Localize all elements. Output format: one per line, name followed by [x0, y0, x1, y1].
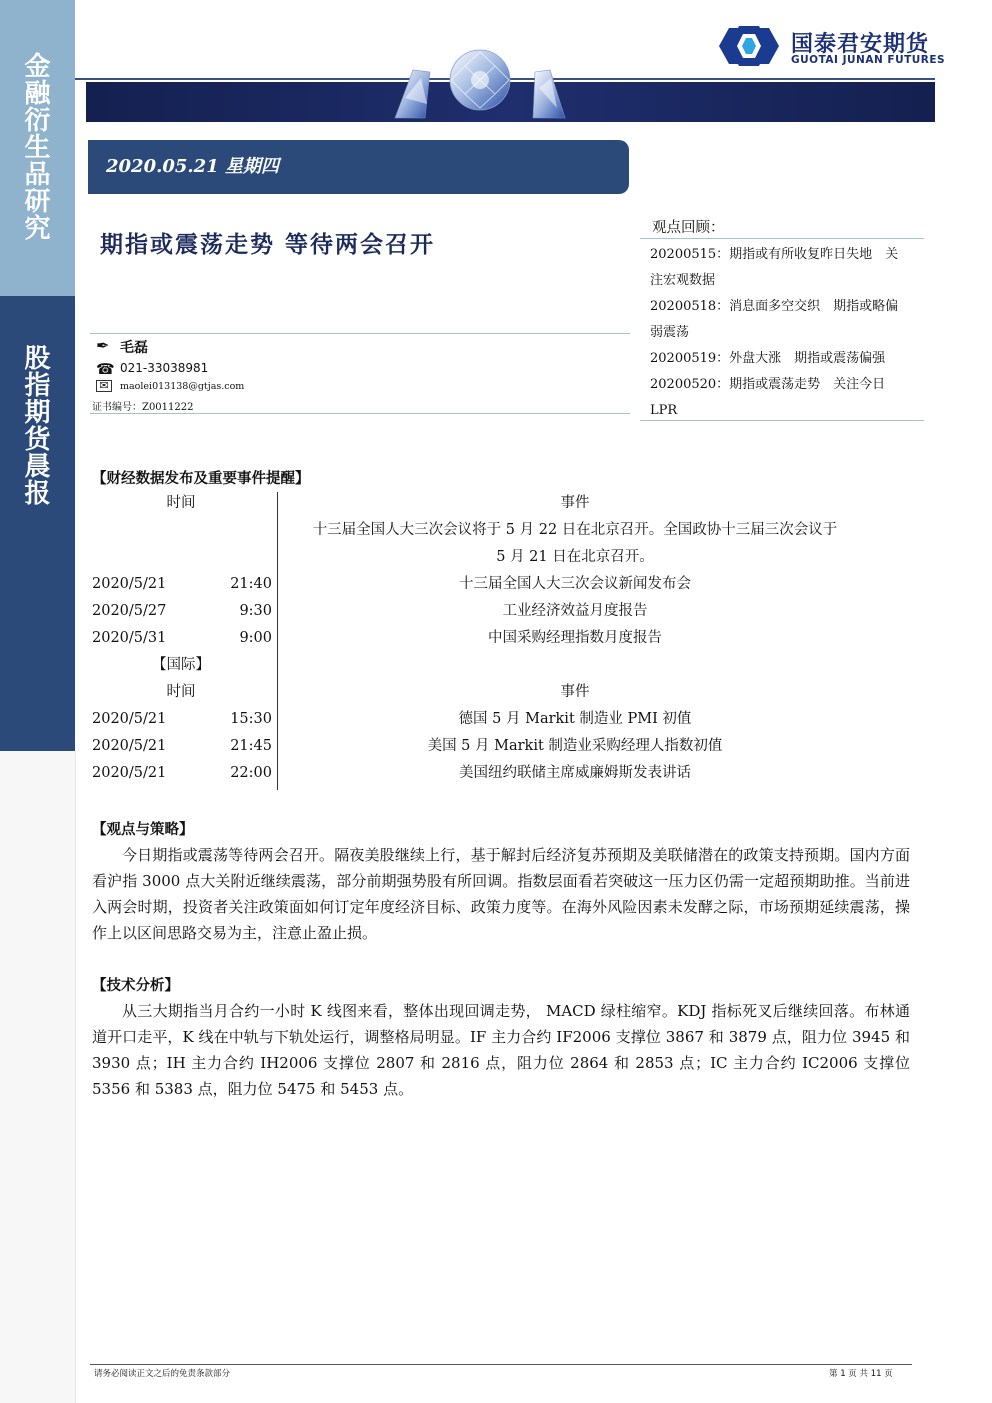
table-row — [90, 598, 910, 625]
event-date: 2020/5/31 — [92, 630, 167, 646]
event-date: 2020/5/21 — [92, 576, 167, 592]
event-note: 十三届全国人大三次会议将于 5 月 22 日在北京召开。全国政协十三届三次会议于 — [312, 522, 838, 538]
col-event-header: 事件 — [560, 684, 590, 700]
technical-section-title: 【技术分析】 — [92, 977, 179, 994]
views-section-title: 【观点与策略】 — [92, 821, 194, 838]
phone-icon: ☎ — [96, 360, 115, 378]
col-event-header: 事件 — [560, 495, 590, 511]
mail-icon: ✉ — [96, 380, 112, 392]
review-line: LPR — [650, 403, 678, 418]
pen-icon: ✒ — [96, 336, 110, 355]
table-row — [90, 706, 910, 733]
review-divider-top — [640, 238, 924, 239]
intl-label: 【国际】 — [152, 657, 210, 673]
review-line: 20200520：期指或震荡走势 关注今日 — [650, 377, 886, 392]
event-time: 15:30 — [230, 711, 272, 727]
events-header-row — [90, 490, 910, 517]
author-name: 毛磊 — [120, 340, 148, 356]
col-time-header: 时间 — [166, 495, 196, 511]
review-divider-bottom — [640, 420, 924, 421]
footer-page-number: 第 1 页 共 11 页 — [829, 1369, 893, 1379]
event-time: 9:30 — [239, 603, 272, 619]
diamond-graphic-icon — [385, 48, 575, 123]
col-time-header: 时间 — [166, 684, 196, 700]
sidebar-top-label: 金 融 衍 生 品 研 究 — [24, 52, 51, 244]
event-text: 中国采购经理指数月度报告 — [488, 630, 662, 646]
review-line: 20200515：期指或有所收复昨日失地 关 — [650, 247, 899, 262]
table-row — [90, 733, 910, 760]
technical-paragraph: 从三大期指当月合约一小时 K 线图来看，整体出现回调走势， MACD 绿柱缩窄。KDJ 指标死叉后继续回落。布林通道开口走平，K 线在中轨与下轨处运行，调整格局明显。IF 主力合约 IF2006 支撑位 3867 和 3879 点，阻力位 3945 和 3930 点；IH 主力合约 IH2006 支撑位 2807 和 2816 点，阻力位 2864 和 2853 点；IC 主力合约 IC2006 支撑位 5356 和 5383 点，阻力位 5475 和 5453 点。 — [92, 1002, 910, 1098]
events-section-title: 【财经数据发布及重要事件提醒】 — [92, 470, 310, 487]
company-logo-icon — [717, 24, 781, 68]
event-date: 2020/5/21 — [92, 711, 167, 727]
report-title: 期指或震荡走势 等待两会召开 — [100, 232, 436, 258]
event-time: 21:45 — [230, 738, 272, 754]
review-title: 观点回顾： — [652, 220, 725, 236]
event-time: 22:00 — [230, 765, 272, 781]
footer-disclaimer: 请务必阅读正文之后的免责条款部分 — [94, 1369, 231, 1379]
review-line: 弱震荡 — [650, 325, 690, 340]
report-date: 2020.05.21 星期四 — [106, 156, 279, 177]
author-phone: 021-33038981 — [120, 361, 209, 375]
table-row — [90, 544, 910, 571]
event-text: 十三届全国人大三次会议新闻发布会 — [459, 576, 691, 592]
author-email: maolei013138@gtjas.com — [120, 381, 245, 392]
event-text: 德国 5 月 Markit 制造业 PMI 初值 — [458, 711, 692, 727]
logo-en-text: GUOTAI JUNAN FUTURES — [791, 54, 946, 66]
event-date: 2020/5/21 — [92, 738, 167, 754]
author-divider-bottom — [90, 413, 630, 414]
event-text: 美国 5 月 Markit 制造业采购经理人指数初值 — [427, 738, 723, 754]
event-text: 工业经济效益月度报告 — [502, 603, 648, 619]
events-table — [90, 490, 910, 787]
table-row — [90, 625, 910, 652]
review-line: 注宏观数据 — [650, 273, 716, 288]
logo-cn-text: 国泰君安期货 — [791, 32, 930, 57]
sidebar-bottom-label: 股 指 期 货 晨 报 — [24, 344, 51, 509]
table-row — [90, 571, 910, 598]
table-row — [90, 517, 910, 544]
event-time: 9:00 — [239, 630, 272, 646]
views-paragraph: 今日期指或震荡等待两会召开。隔夜美股继续上行，基于解封后经济复苏预期及美联储潜在的政策支持预期。国内方面看沪指 3000 点大关附近继续震荡，部分前期强势股有所回调。指数层面看若突破这一压力区仍需一定超预期助推。当前进入两会时期，投资者关注政策面如何订定年度经济目标、政策力度等。在海外风险因素未发酵之际，市场预期延续震荡，操作上以区间思路交易为主，注意止盈止损。 — [92, 846, 910, 942]
author-divider-top — [90, 333, 630, 334]
intl-label-row — [90, 652, 910, 679]
footer-divider — [90, 1364, 912, 1365]
events-header-row — [90, 679, 910, 706]
author-cert: 证书编号：Z0011222 — [92, 402, 194, 413]
event-date: 2020/5/27 — [92, 603, 167, 619]
event-date: 2020/5/21 — [92, 765, 167, 781]
review-line: 20200518：消息面多空交织 期指或略偏 — [650, 299, 899, 314]
review-list — [650, 242, 922, 424]
event-time: 21:40 — [230, 576, 272, 592]
table-row — [90, 760, 910, 787]
sidebar-bottom-band — [0, 751, 76, 1403]
event-note: 5 月 21 日在北京召开。 — [496, 549, 654, 565]
event-text: 美国纽约联储主席威廉姆斯发表讲话 — [459, 765, 691, 781]
review-line: 20200519：外盘大涨 期指或震荡偏强 — [650, 351, 886, 366]
